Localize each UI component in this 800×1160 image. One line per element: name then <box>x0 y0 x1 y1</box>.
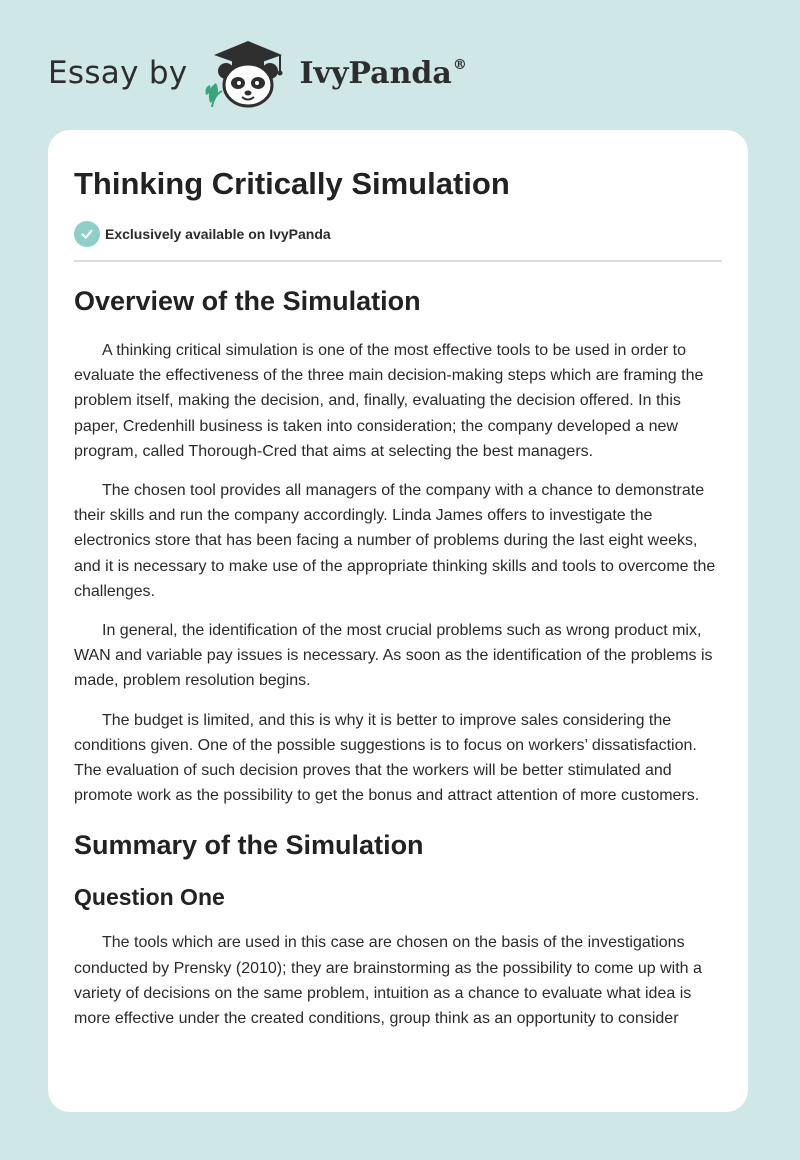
paragraph: The chosen tool provides all managers of the company with a chance to demonstrate their skills and run the company accordingly. Linda James offers to investigate the electronics store that has been facing a number of problems during the last eight weeks, and it is necessary to make use of the appropriate thinking skills and tools to overcome the challenges. <box>74 482 716 600</box>
essay-by-label: Essay by <box>48 55 188 91</box>
divider <box>74 260 722 262</box>
page-title: Thinking Critically Simulation <box>74 166 510 201</box>
paragraph: A thinking critical simulation is one of the most effective tools to be used in order to evaluate the effectiveness of the three main decision-making steps which are framing the problem itself, making the decision, and, finally, evaluating the decision offered. In this paper, Credenhill business is taken into consideration; the company developed a new program, called Thorough-Cred that aims at selecting the best managers. <box>74 342 704 460</box>
brand-name[interactable]: IvyPanda® <box>299 55 467 91</box>
exclusive-badge <box>74 220 722 248</box>
check-circle-icon <box>74 221 100 247</box>
section-heading-overview: Overview of the Simulation <box>74 286 421 316</box>
paragraph: The budget is limited, and this is why it is better to improve sales considering the conditions given. One of the possible suggestions is to focus on workers’ dissatisfaction. The evaluation of such decision proves that the workers will be better stimulated and promote work as the possibility to get the bonus and attract attention of more customers. <box>74 711 700 805</box>
paragraph: In general, the identification of the most crucial problems such as wrong product mix, WAN and variable pay issues is necessary. As soon as the identification of the problems is made, problem resolution begins. <box>74 622 713 690</box>
essay-card <box>48 130 748 1112</box>
badge-label: Exclusively available on IvyPanda <box>105 226 331 242</box>
registered-mark: ® <box>452 56 467 73</box>
section-heading-summary: Summary of the Simulation <box>74 830 424 861</box>
subsection-heading-question-one: Question One <box>74 884 225 911</box>
site-header <box>48 28 467 118</box>
panda-graduate-icon <box>202 33 294 113</box>
paragraph: The tools which are used in this case are chosen on the basis of the investigations conducted by Prensky (2010); they are brainstorming as the possibility to come up with a variety of decisions on the same problem, intuition as a chance to evaluate what idea is more effective under the created conditions, group think as an opportunity to consider <box>74 934 702 1028</box>
